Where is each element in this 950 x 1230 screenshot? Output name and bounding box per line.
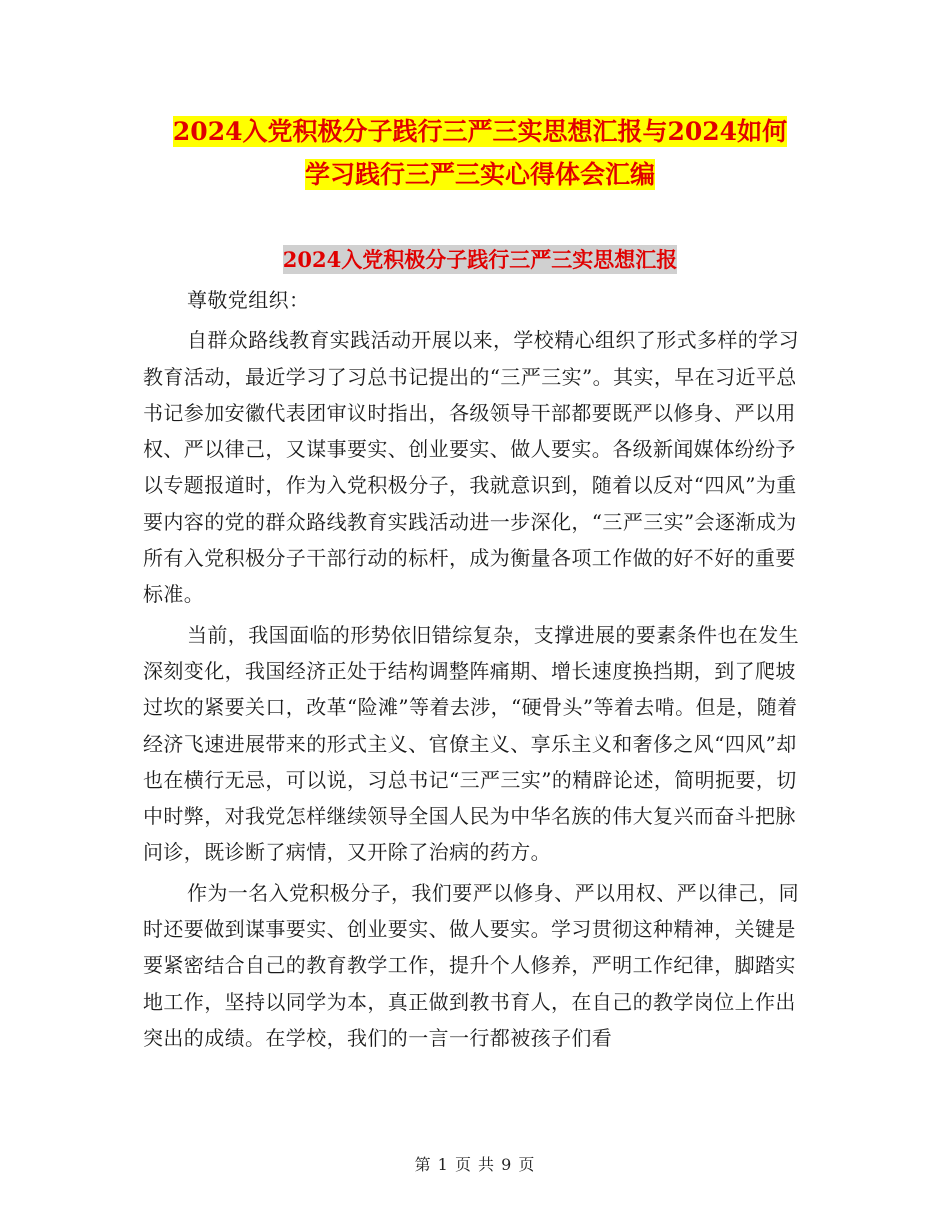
body-text xyxy=(143,282,808,1056)
title-highlight: 2024入党积极分子践行三严三实思想汇报与2024如何 xyxy=(172,117,788,146)
page-footer: 第 1 页 共 9 页 xyxy=(414,1155,536,1174)
title-highlight: 学习践行三严三实心得体会汇编 xyxy=(304,160,655,189)
document-title-line-1 xyxy=(140,110,820,154)
section-title xyxy=(140,243,820,277)
paragraph: 自群众路线教育实践活动开展以来，学校精心组织了形式多样的学习教育活动，最近学习了习总书记提出的“三严三实”。其实，早在习近平总书记参加安徽代表团审议时指出，各级领导干部都要既严以修身、严以用权、严以律己，又谋事要实、创业要实、做人要实。各级新闻媒体纷纷予以专题报道时，作为入党积极分子，我就意识到，随着以反对“四风”为重要内容的党的群众路线教育实践活动进一步深化，“三严三实”会逐渐成为所有入党积极分子干部行动的标杆，成为衡量各项工作做的好不好的重要标准。 xyxy=(143,328,799,607)
salutation: 尊敬党组织： xyxy=(187,288,310,312)
paragraph: 作为一名入党积极分子，我们要严以修身、严以用权、严以律己，同时还要做到谋事要实、创业要实、做人要实。学习贯彻这种精神，关键是要紧密结合自己的教育教学工作，提升个人修养，严明工作纪律，脚踏实地工作，坚持以同学为本，真正做到教书育人，在自己的教学岗位上作出突出的成绩。在学校，我们的一言一行都被孩子们看 xyxy=(143,880,799,1050)
document-title-line-2 xyxy=(140,153,820,197)
paragraph: 当前，我国面临的形势依旧错综复杂，支撑进展的要素条件也在发生深刻变化，我国经济正处于结构调整阵痛期、增长速度换挡期，到了爬坡过坎的紧要关口，改革“险滩”等着去涉，“硬骨头”等着去啃。但是，随着经济飞速进展带来的形式主义、官僚主义、享乐主义和奢侈之风“四风”却也在横行无忌，可以说，习总书记“三严三实”的精辟论述，简明扼要，切中时弊，对我党怎样继续领导全国人民为中华名族的伟大复兴而奋斗把脉问诊，既诊断了病情，又开除了治病的药方。 xyxy=(143,622,799,865)
section-title-text: 2024入党积极分子践行三严三实思想汇报 xyxy=(282,247,678,272)
